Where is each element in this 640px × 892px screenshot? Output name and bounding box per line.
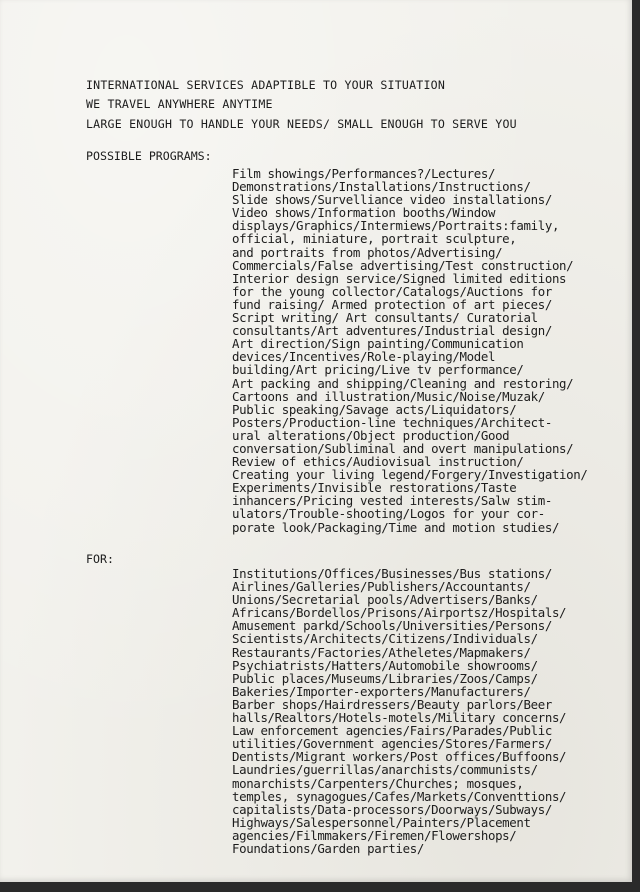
programs-line: consultants/Art adventures/Industrial design/: [232, 323, 552, 339]
programs-line: Public speaking/Savage acts/Liquidators/: [232, 401, 517, 417]
programs-line: Video shows/Information booths/Window: [232, 205, 496, 221]
for-line: Psychiatrists/Hatters/Automobile showrooms/: [232, 657, 538, 673]
for-line: Foundations/Garden parties/: [232, 840, 424, 856]
programs-line: ulators/Trouble-shooting/Logos for your cor-: [232, 506, 545, 522]
programs-line: conversation/Subliminal and overt manipulations/: [232, 440, 574, 456]
for-line: Laundries/guerrillas/anarchists/communists/: [232, 762, 538, 778]
for-line: Scientists/Architects/Citizens/Individuals/: [232, 631, 538, 647]
for-line: monarchists/Carpenters/Churches; mosques,: [232, 775, 524, 791]
programs-line: official, miniature, portrait sculpture,: [232, 231, 517, 247]
header-line-2: WE TRAVEL ANYWHERE ANYTIME: [86, 97, 273, 111]
for-line: Institutions/Offices/Businesses/Bus stations/: [232, 566, 552, 581]
for-line: Law enforcement agencies/Fairs/Parades/Public: [232, 723, 552, 739]
programs-label: POSSIBLE PROGRAMS:: [86, 149, 212, 163]
programs-line: devices/Incentives/Role-playing/Model: [232, 349, 496, 365]
for-line: Dentists/Migrant workers/Post offices/Buffoons/: [232, 749, 567, 765]
for-line: Amusement parkd/Schools/Universities/Persons/: [232, 618, 552, 634]
for-line: Highways/Salespersonnel/Painters/Placement: [232, 814, 531, 830]
programs-line: Experiments/Invisible restorations/Taste: [232, 480, 517, 496]
programs-line: Commercials/False advertising/Test construction/: [232, 257, 574, 273]
programs-line: Demonstrations/Installations/Instructions/: [232, 179, 531, 195]
programs-line: Script writing/ Art consultants/ Curatorial: [232, 310, 538, 326]
for-label: FOR:: [86, 552, 114, 566]
programs-line: Interior design service/Signed limited editions: [232, 270, 567, 286]
for-line: Airlines/Galleries/Publishers/Accountants/: [232, 579, 531, 595]
programs-line: Film showings/Performances?/Lectures/: [232, 166, 496, 181]
programs-line: Slide shows/Survelliance video installations/: [232, 192, 552, 208]
for-line: utilities/Government agencies/Stores/Farmers/: [232, 736, 552, 752]
programs-line: and portraits from photos/Advertising/: [232, 244, 503, 260]
programs-line: Posters/Production-line techniques/Architect-: [232, 414, 552, 430]
programs-line: Cartoons and illustration/Music/Noise/Muzak/: [232, 388, 545, 404]
for-line: Barber shops/Hairdressers/Beauty parlors/Beer: [232, 696, 552, 712]
for-line: temples, synagogues/Cafes/Markets/Conventtions/: [232, 788, 567, 804]
programs-line: building/Art pricing/Live tv performance/: [232, 362, 524, 378]
programs-line: displays/Graphics/Intermiews/Portraits:family,: [232, 218, 560, 234]
for-line: Unions/Secretarial pools/Advertisers/Banks/: [232, 592, 538, 608]
programs-line: for the young collector/Catalogs/Auctions for: [232, 283, 552, 299]
programs-line: fund raising/ Armed protection of art pieces/: [232, 296, 552, 312]
programs-line: Art direction/Sign painting/Communication: [232, 336, 524, 352]
for-line: halls/Realtors/Hotels-motels/Military concerns/: [232, 710, 567, 726]
programs-line: Review of ethics/Audiovisual instruction/: [232, 454, 524, 470]
programs-line: porate look/Packaging/Time and motion studies/: [232, 519, 560, 535]
header-line-1: INTERNATIONAL SERVICES ADAPTIBLE TO YOUR SITUATION: [86, 78, 446, 92]
for-line: capitalists/Data-processors/Doorways/Subways/: [232, 801, 552, 817]
programs-line: Creating your living legend/Forgery/Investigation/: [232, 467, 588, 483]
for-line: Africans/Bordellos/Prisons/Airportsz/Hospitals/: [232, 605, 567, 621]
programs-line: Art packing and shipping/Cleaning and restoring/: [232, 375, 574, 391]
for-line: Public places/Museums/Libraries/Zoos/Camps/: [232, 670, 538, 686]
for-list: [232, 567, 627, 855]
for-line: Bakeries/Importer-exporters/Manufacturers/: [232, 683, 531, 699]
for-line: Restaurants/Factories/Atheletes/Mapmakers/: [232, 644, 531, 660]
programs-line: inhancers/Pricing vested interests/Salw stim-: [232, 493, 552, 509]
programs-list: [232, 167, 627, 534]
header-line-3: LARGE ENOUGH TO HANDLE YOUR NEEDS/ SMALL ENOUGH TO SERVE YOU: [86, 117, 517, 131]
programs-line: ural alterations/Object production/Good: [232, 427, 510, 443]
for-line: agencies/Filmmakers/Firemen/Flowershops/: [232, 827, 517, 843]
